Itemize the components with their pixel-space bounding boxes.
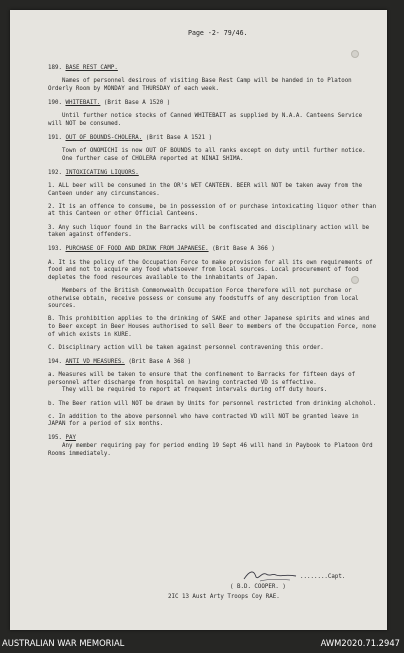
- section-191: [48, 135, 378, 163]
- paragraph: c. In addition to the above personnel who have contracted VD will NOT be granted leave in JAPAN for a period of six months.: [48, 413, 359, 428]
- section-193: [48, 246, 378, 352]
- section-heading: 193. PURCHASE OF FOOD AND DRINK FROM JAPANESE. (Brit Base A 366 ): [48, 246, 275, 253]
- section-192: [48, 170, 378, 240]
- paragraph: B. This prohibition applies to the drinking of SAKE and other Japanese spirits and wines and to Beer except in Beer Houses authorised to sell Beer to members of the Occupation Force, none of which exists in KURE.: [48, 316, 377, 338]
- document-page: [10, 10, 387, 630]
- paragraph: Until further notice stocks of Canned WHITEBAIT as supplied by N.A.A. Canteens Service will NOT be consumed.: [48, 113, 363, 127]
- paragraph: Names of personnel desirous of visiting Base Rest Camp will be handed in to Platoon Orderly Room by MONDAY and THURSDAY of each week.: [48, 78, 352, 92]
- section-heading: 189. BASE REST CAMP.: [48, 65, 118, 71]
- archive-footer-right: AWM2020.71.2947: [320, 638, 400, 648]
- section-heading: 192. INTOXICATING LIQUORS.: [48, 169, 139, 176]
- paragraph: Any member requiring pay for period ending 19 Sept 46 will hand in Paybook to Platoon Ord Rooms immediately.: [48, 443, 373, 457]
- section-heading: 190. WHITEBAIT. (Brit Base A 1520 ): [48, 99, 171, 106]
- paragraph: One further case of CHOLERA reported at NINAI SHIMA.: [62, 155, 244, 162]
- paragraph: a. Measures will be taken to ensure that the confinement to Barracks for fifteen days of personnel after discharge from hospital on having contracted VD is effective.: [48, 372, 356, 386]
- paragraph: b. The Beer ration will NOT be drawn by Units for personnel restricted from drinking alchohol.: [48, 400, 377, 407]
- paragraph: C. Disciplinary action will be taken against personnel contravening this order.: [48, 344, 324, 351]
- signatory-unit: 2IC 13 Aust Arty Troops Coy RAE.: [168, 594, 280, 600]
- paragraph: Members of the British Commonwealth Occupation Force therefore will not purchase or otherwise obtain, receive possess or consume any foodstuffs of any description from local sources.: [48, 288, 359, 310]
- section-heading: 195. PAY: [48, 435, 76, 442]
- signature-rank: ........Capt.: [300, 574, 346, 580]
- paragraph: 2. It is an offence to consume, be in possession of or purchase intoxicating liquor other than at this Canteen or other Official Canteens.: [48, 203, 377, 218]
- section-189: [48, 65, 378, 93]
- paragraph: 3. Any such liquor found in the Barracks will be confiscated and disciplinary action will be taken against offenders.: [48, 224, 370, 239]
- paragraph: 1. ALL beer will be consumed in the OR's WET CANTEEN. BEER will NOT be taken away from the Canteen under any circumstances.: [48, 183, 363, 197]
- paragraph: They will be required to report at frequent intervals during off duty hours.: [62, 387, 328, 394]
- archive-footer-left: AUSTRALIAN WAR MEMORIAL: [2, 638, 125, 648]
- section-190: [48, 100, 378, 128]
- document-body: [48, 65, 378, 465]
- paragraph: Town of ONOMICHI is now OUT OF BOUNDS to all ranks except on duty until further notice.: [62, 148, 366, 155]
- punch-hole: [351, 50, 359, 58]
- page-reference: Page -2- 79/46.: [188, 29, 248, 37]
- section-194: [48, 359, 378, 429]
- signatory-name: ( B.D. COOPER. ): [230, 584, 286, 590]
- section-heading: 194. ANTI VD MEASURES. (Brit Base A 368 ): [48, 358, 192, 365]
- handwritten-signature: [242, 568, 298, 582]
- paragraph: A. It is the policy of the Occupation Force to make provision for all its own requirements of food and not to acquire any food whatsoever from local sources. Local procurement of food depletes the food resources available to the inhabitants of Japan.: [48, 259, 373, 281]
- section-heading: 191. OUT OF BOUNDS-CHOLERA. (Brit Base A 1521 ): [48, 134, 213, 141]
- section-195: [48, 435, 378, 458]
